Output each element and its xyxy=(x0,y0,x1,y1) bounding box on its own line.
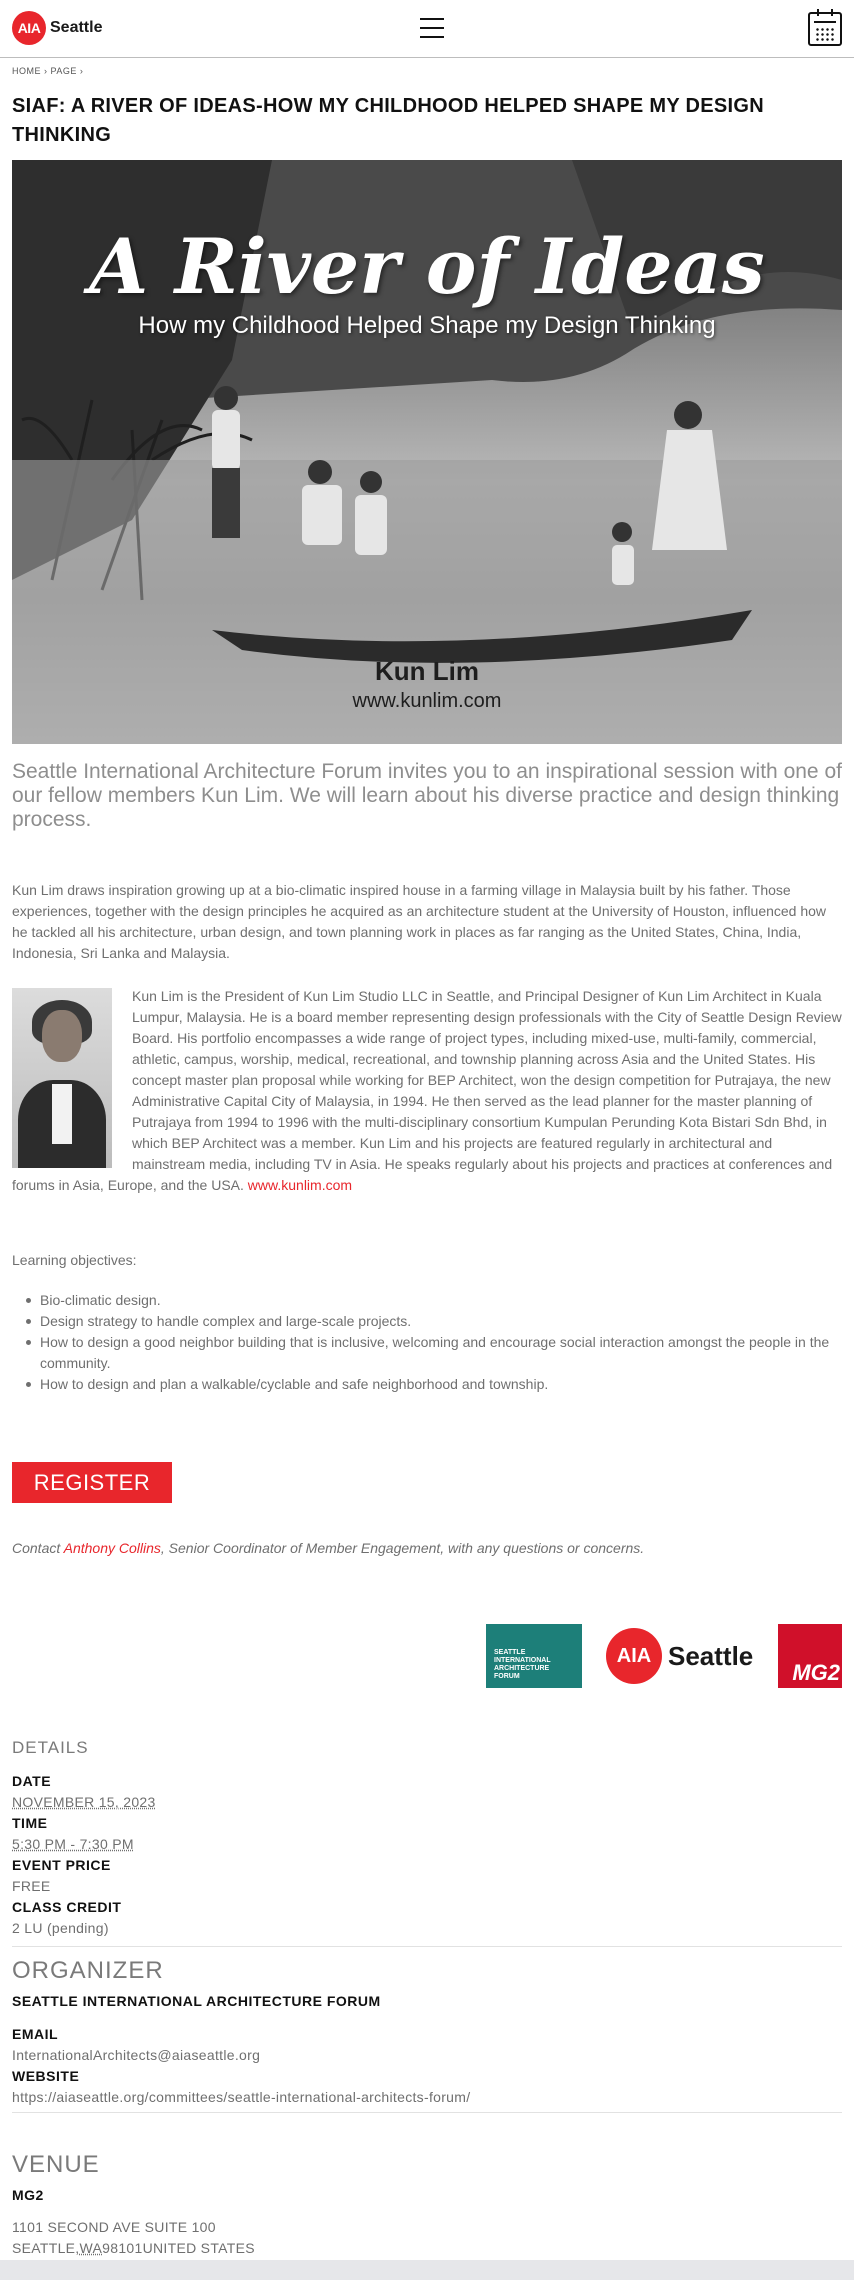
details-heading: DETAILS xyxy=(12,1738,89,1757)
breadcrumb xyxy=(12,66,83,76)
calendar-icon[interactable] xyxy=(808,12,842,46)
aia-sponsor-mark: AIA xyxy=(606,1628,662,1684)
hero-subtitle: How my Childhood Helped Shape my Design Thinking xyxy=(138,312,716,339)
website-label: WEBSITE xyxy=(12,2068,80,2084)
organizer-website-link[interactable]: https://aiaseattle.org/committees/seattle-international-architects-forum/ xyxy=(12,2089,471,2105)
venue-state: WA xyxy=(79,2240,103,2256)
aia-logo-mark: AIA xyxy=(12,11,46,45)
hero-image xyxy=(12,160,842,744)
learning-objectives-heading: Learning objectives: xyxy=(12,1252,137,1268)
speaker-bio xyxy=(12,986,842,1196)
register-button[interactable]: REGISTER xyxy=(12,1462,172,1503)
date-label: DATE xyxy=(12,1773,52,1789)
event-price: FREE xyxy=(12,1878,51,1894)
time-label: TIME xyxy=(12,1815,48,1831)
contact-prefix: Contact xyxy=(12,1540,61,1556)
speaker-portrait xyxy=(12,988,112,1168)
hero-speaker-name: Kun Lim xyxy=(375,656,479,686)
menu-icon[interactable] xyxy=(420,18,444,38)
list-item: Design strategy to handle complex and large-scale projects. xyxy=(12,1311,842,1332)
aia-logo-text: Seattle xyxy=(50,19,103,36)
venue-city-line xyxy=(12,2240,255,2256)
breadcrumb-separator: › xyxy=(44,66,48,76)
mg2-sponsor-logo[interactable]: MG2 xyxy=(778,1624,842,1688)
aia-seattle-sponsor-logo[interactable] xyxy=(606,1628,753,1684)
organizer-name: SEATTLE INTERNATIONAL ARCHITECTURE FORUM xyxy=(12,1993,381,2009)
venue-country: UNITED STATES xyxy=(142,2240,255,2256)
venue-city: SEATTLE, xyxy=(12,2240,80,2256)
bottom-bar xyxy=(0,2260,854,2280)
page-title: SIAF: A RIVER OF IDEAS-HOW MY CHILDHOOD HELPED SHAPE MY DESIGN THINKING xyxy=(12,95,764,146)
hero-title: A River of Ideas xyxy=(89,222,765,311)
hero-url: www.kunlim.com xyxy=(352,690,502,712)
siaf-sponsor-logo[interactable]: SEATTLE INTERNATIONAL ARCHITECTURE FORUM xyxy=(486,1624,582,1688)
list-item: Bio-climatic design. xyxy=(12,1290,842,1311)
breadcrumb-separator: › xyxy=(79,66,84,76)
description-paragraph: Kun Lim draws inspiration growing up at a bio-climatic inspired house in a farming village in Malaysia built by his father. Those experiences, together with the design principles he acquired as an architecture student at the University of Houston, influenced how he tackled all his architecture, urban design, and town planning work in places as far ranging as the United States, China, India, Indonesia, Sri Lanka and Malaysia. xyxy=(12,882,827,961)
breadcrumb-page[interactable]: PAGE xyxy=(50,66,77,76)
price-label: EVENT PRICE xyxy=(12,1857,111,1873)
divider xyxy=(12,1946,842,1947)
breadcrumb-home[interactable]: HOME xyxy=(12,66,41,76)
list-item: How to design and plan a walkable/cyclable and safe neighborhood and township. xyxy=(12,1374,842,1395)
aia-sponsor-text: Seattle xyxy=(668,1640,754,1671)
contact-suffix: , Senior Coordinator of Member Engagement, with any questions or concerns. xyxy=(160,1540,645,1556)
event-date: NOVEMBER 15, 2023 xyxy=(12,1794,156,1810)
speaker-website-link[interactable]: www.kunlim.com xyxy=(247,1177,353,1193)
class-credit: 2 LU (pending) xyxy=(12,1920,109,1936)
list-item: How to design a good neighbor building that is inclusive, welcoming and encourage social interaction amongst the people in the community. xyxy=(12,1332,842,1374)
organizer-heading: ORGANIZER xyxy=(12,1957,164,1984)
venue-heading: VENUE xyxy=(12,2151,100,2178)
bio-text: Kun Lim is the President of Kun Lim Studio LLC in Seattle, and Principal Designer of Kun Lim Architect in Kuala Lumpur, Malaysia. He is a board member representing design professionals with the City of Seattle Design Review Board. His portfolio encompasses a wide range of project types, including mixed-use, multi-family, commercial, athletic, campus, worship, medical, recreational, and township planning across Asia and the United States. His concept master plan proposal while working for BEP Architect, won the design competition for Putrajaya, the new Administrative Capital City of Malaysia, in 1994. He then served as the lead planner for the master planning of Putrajaya from 1994 to 1996 with the multi-disciplinary consortium Kumpulan Perunding Kota Bistari Sdn Bhd, in which BEP Architect was a member. Kun Lim and his projects are featured regularly in architectural and mainstream media, including TV in Asia. He speaks regularly about his projects and practices at conferences and forums in Asia, Europe, and the USA. xyxy=(12,988,842,1193)
venue-name: MG2 xyxy=(12,2187,44,2203)
venue-zip: 98101 xyxy=(102,2240,143,2256)
organizer-email: InternationalArchitects@aiaseattle.org xyxy=(12,2047,261,2063)
contact-link[interactable]: Anthony Collins xyxy=(63,1540,161,1556)
credit-label: CLASS CREDIT xyxy=(12,1899,122,1915)
site-header xyxy=(0,0,854,58)
learning-objectives-list xyxy=(12,1290,842,1395)
intro-text: Seattle International Architecture Forum invites you to an inspirational session with one of our fellow members Kun Lim. We will learn about his diverse practice and design thinking process. xyxy=(12,760,842,831)
email-label: EMAIL xyxy=(12,2026,59,2042)
aia-seattle-logo[interactable] xyxy=(12,11,102,45)
contact-text xyxy=(12,1540,644,1556)
venue-address: 1101 SECOND AVE SUITE 100 xyxy=(12,2219,216,2235)
event-time: 5:30 PM - 7:30 PM xyxy=(12,1836,134,1852)
divider xyxy=(12,2112,842,2113)
